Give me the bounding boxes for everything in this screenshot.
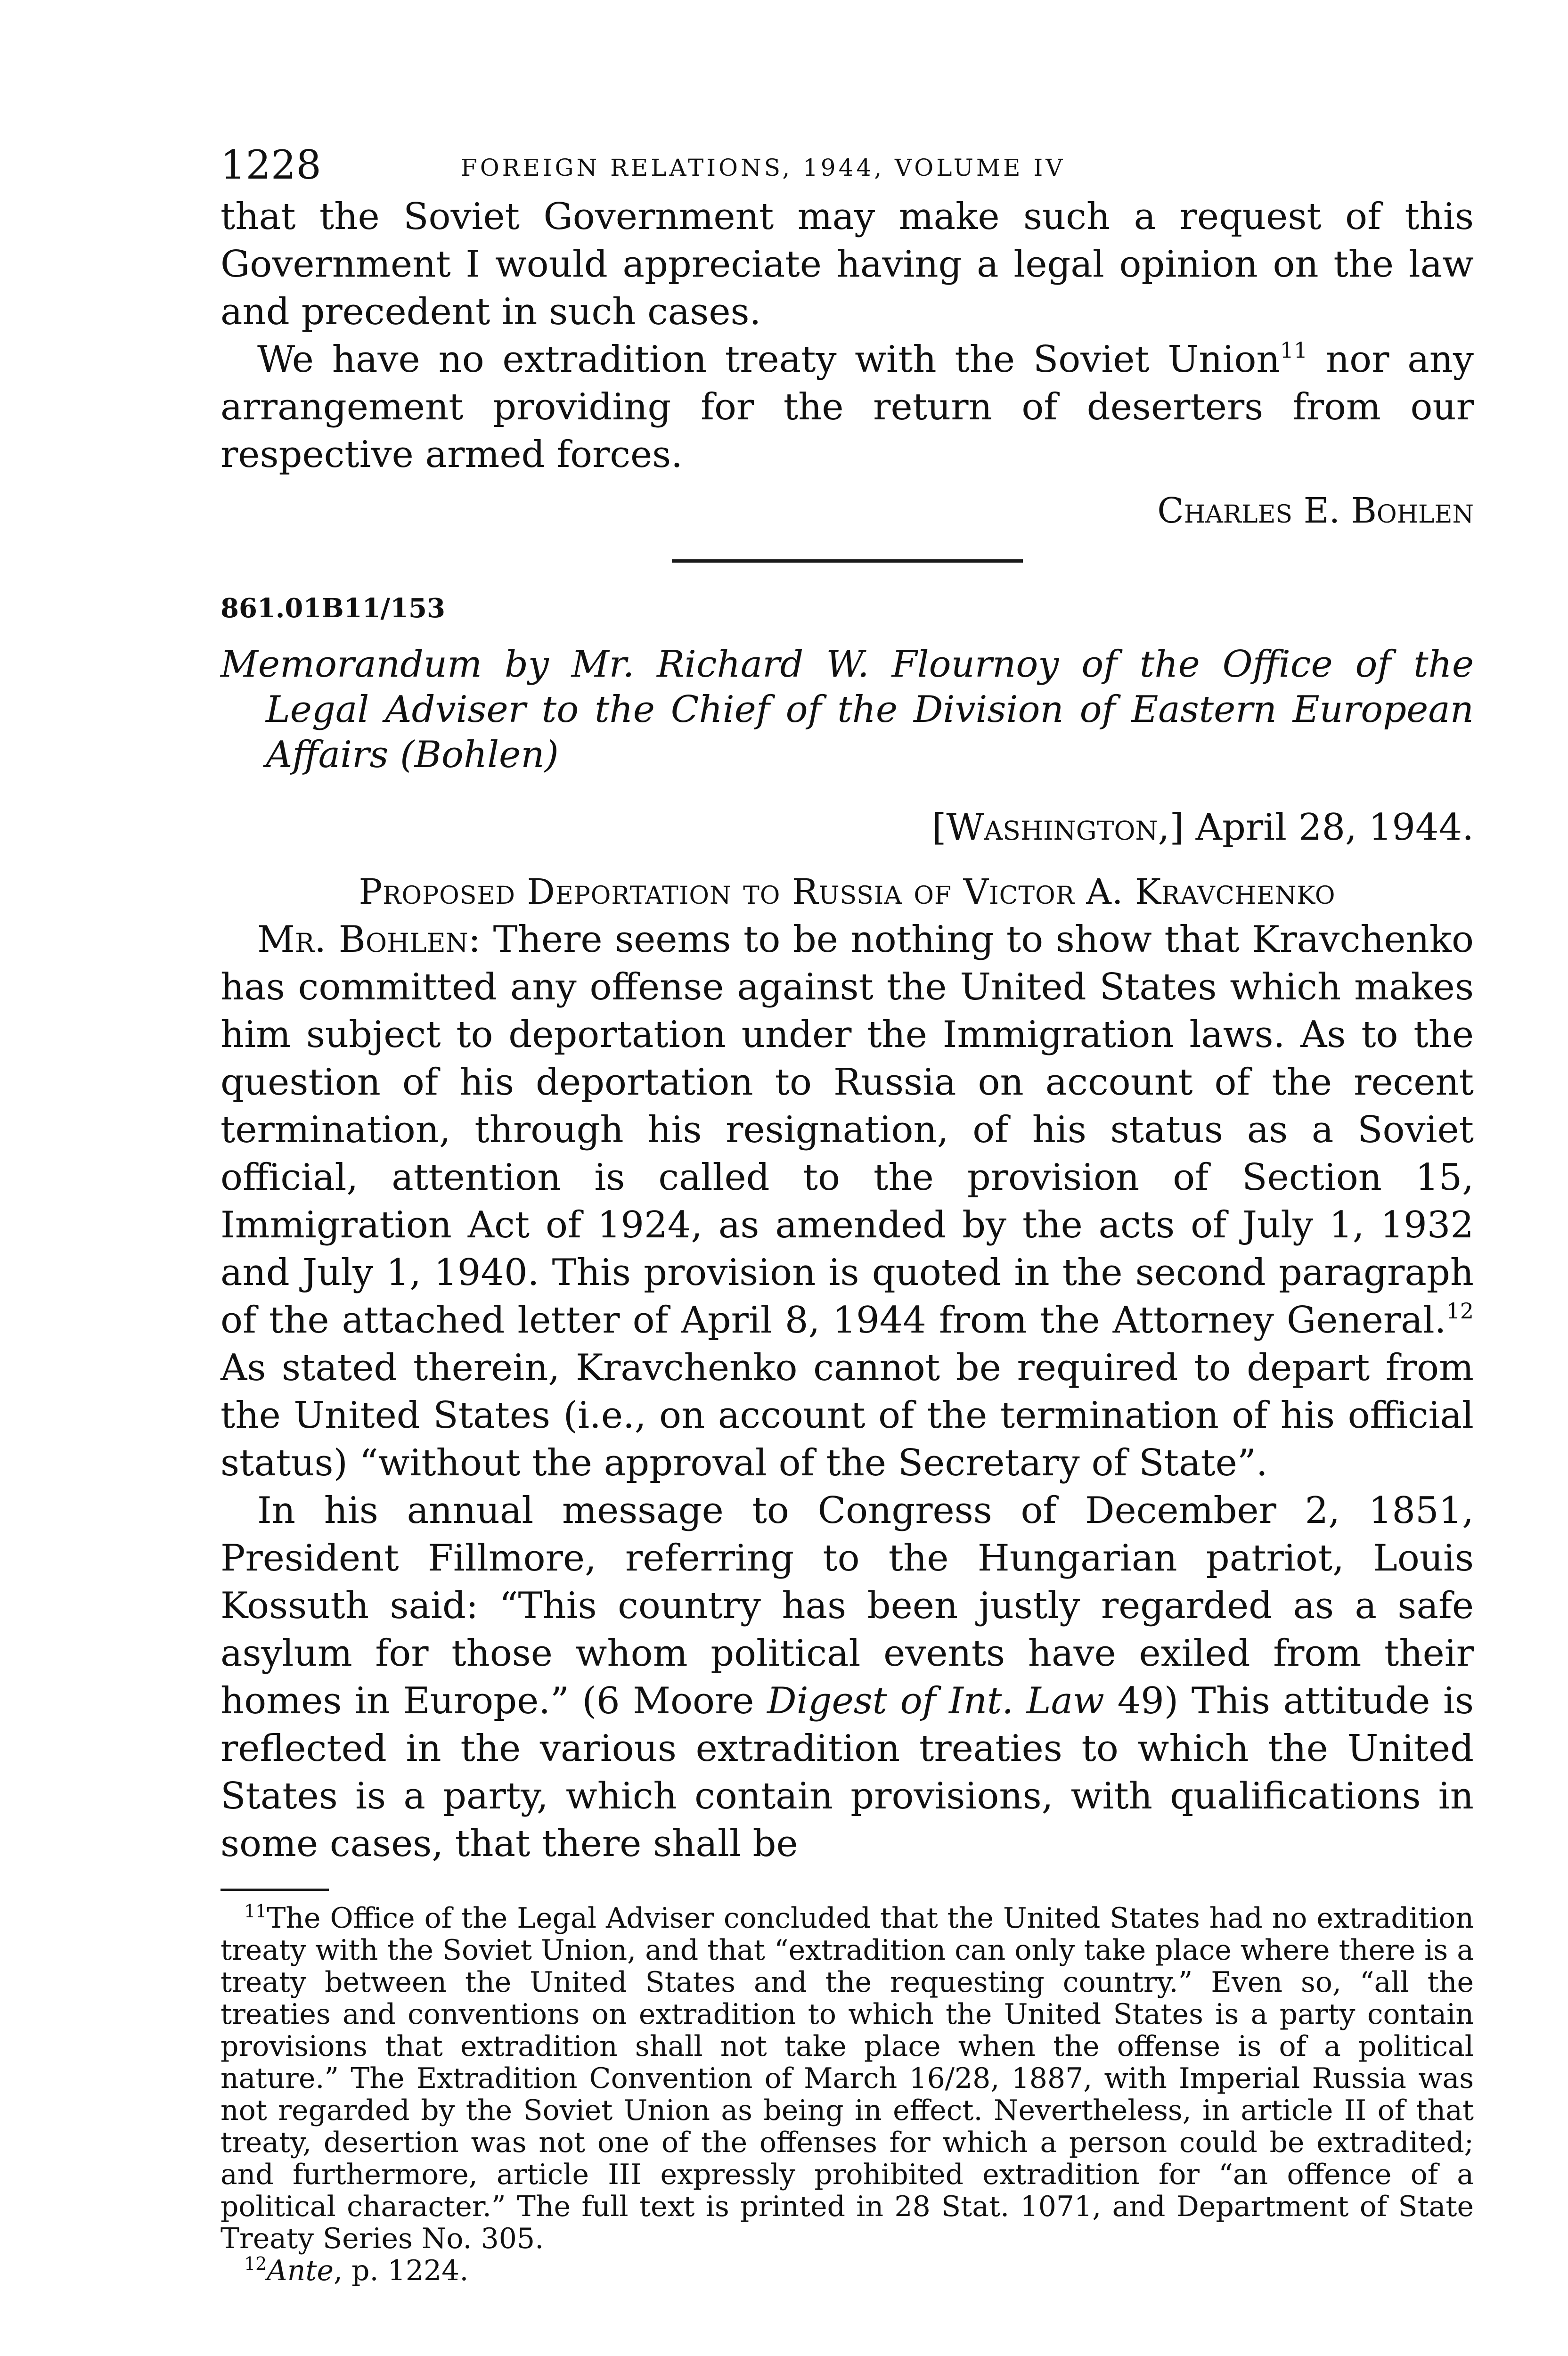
running-title: FOREIGN RELATIONS, 1944, VOLUME IV — [461, 154, 1066, 181]
document-page — [220, 141, 1474, 2287]
paragraph-text: As stated therein, Kravchenko cannot be required to depart from the United States (i.e., on account of the termination of his official status) “without the approval of the Secretary of State”. — [220, 1347, 1474, 1484]
dateline — [220, 804, 1474, 851]
memo-subject: Proposed Deportation to Russia of Victor A. Kravchenko — [359, 872, 1336, 912]
footnote-text: The Office of the Legal Adviser concluded that the United States had no extradition treaty with the Soviet Union, and that “extradition can only take place where there is a treaty between the United States and the requesting country.” Even so, “all the treaties and conventions on extradition to which the United States is a party contain provisions that extradition shall not take place when the offense is of a political nature.” The Extradition Convention of March 16/28, 1887, with Imperial Russia was not regarded by the Soviet Union as being in effect. Nevertheless, in article II of that treaty, desertion was not one of the offenses for which a person could be extradited; and furthermore, article III expressly prohibited extradition for “an offence of a political character.” The full text is printed in 28 Stat. 1071, and Department of State Treaty Series No. 305. — [220, 1902, 1474, 2255]
paragraph-text: 49) This attitude is reflected in the various extradition treaties to which the United States is a party, which contain provisions, with qualifications in some cases, that there shall be — [220, 1680, 1474, 1865]
paragraph-extradition — [220, 336, 1474, 479]
footnote-ref-12[interactable]: 12 — [1446, 1298, 1474, 1324]
file-reference: 861.01B11/153 — [220, 593, 445, 624]
footnote-mark: 11 — [244, 1901, 267, 1922]
signature: Charles E. Bohlen — [1157, 491, 1474, 531]
running-head — [220, 141, 1474, 193]
paragraph-text: nor any arrangement providing for the return of deserters from our respective armed forces. — [220, 338, 1474, 476]
memo-heading: Memorandum by Mr. Richard W. Flournoy of the Office of the Legal Adviser to the Chief of the Division of Eastern European Affairs (Bohlen) — [220, 643, 1474, 776]
section-divider — [672, 559, 1023, 563]
footnote-12 — [220, 2255, 1474, 2287]
dateline-place: [Washington,] — [931, 806, 1184, 849]
paragraph-text: : There seems to be nothing to show that Kravchenko has committed any offense against the United States which makes him subject to deportation under the Immigration laws. As to the question of his deportation to Russia on account of the recent termination, through his resignation, of his status as a Soviet official, attention is called to the provision of Section 15, Immigration Act of 1924, as amended by the acts of July 1, 1932 and July 1, 1940. This provision is quoted in the second paragraph of the attached letter of April 8, 1944 from the Attorney General. — [220, 918, 1474, 1342]
footnote-italic: Ante — [267, 2254, 334, 2287]
paragraph-text: In his annual message to Congress of December 2, 1851, President Fillmore, referring to the Hungarian patriot, Louis Kossuth said: “This country has been justly regarded as a safe asylum for those whom political events have exiled from their homes in Europe.” (6 Moore — [220, 1489, 1474, 1722]
dateline-date: April 28, 1944. — [1184, 806, 1474, 849]
page-number: 1228 — [220, 142, 321, 188]
paragraph-continuation: that the Soviet Government may make such a request of this Government I would appreciate having a legal opinion on the law and precedent in such cases. — [220, 196, 1474, 333]
salutation: Mr. Bohlen — [257, 918, 468, 961]
paragraph-deportation — [220, 916, 1474, 1487]
footnote-divider — [220, 1889, 329, 1891]
paragraph-asylum — [220, 1487, 1474, 1868]
footnote-text: , p. 1224. — [333, 2254, 469, 2287]
footnotes — [220, 1902, 1474, 2287]
footnote-11 — [220, 1902, 1474, 2255]
paragraph-text: We have no extradition treaty with the Soviet Union — [257, 338, 1280, 381]
footnote-ref-11[interactable]: 11 — [1280, 337, 1308, 363]
citation-title: Digest of Int. Law — [767, 1680, 1104, 1722]
footnote-mark: 12 — [244, 2253, 267, 2274]
